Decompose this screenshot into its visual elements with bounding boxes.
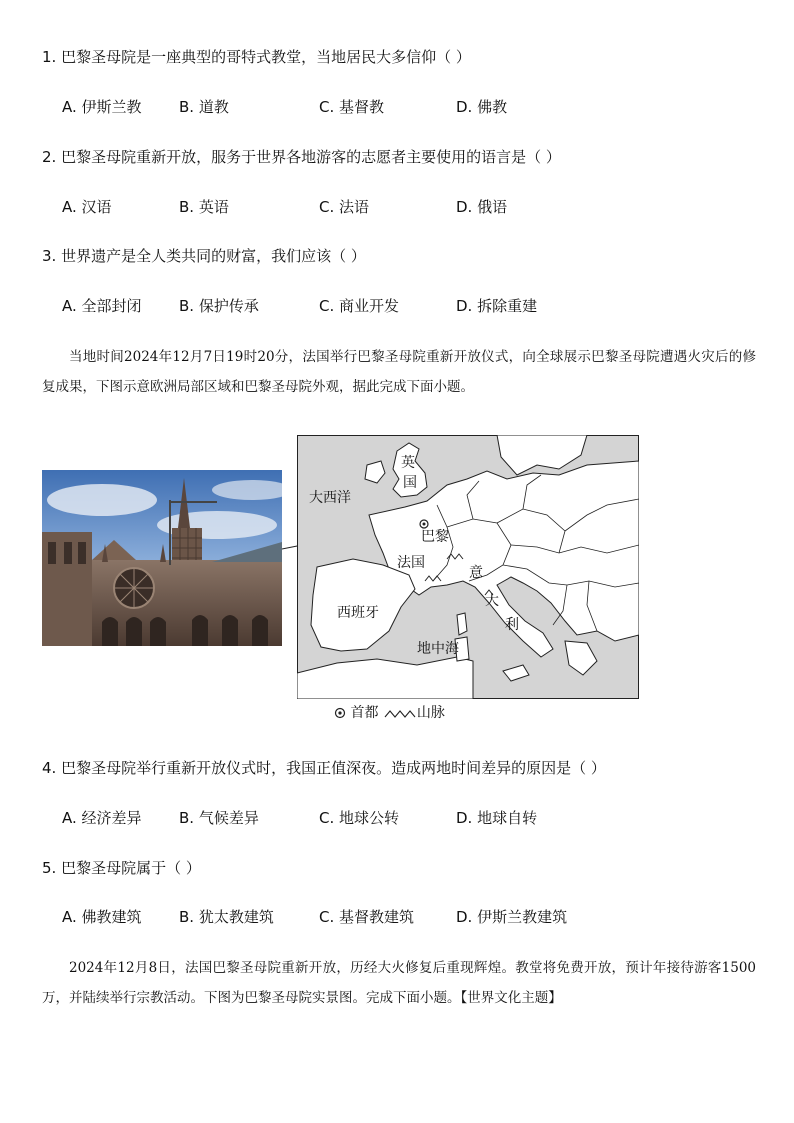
q1-option-d[interactable]: D. 佛教 [456,98,508,116]
label-italy-1: 意 [469,565,483,581]
q1-option-c[interactable]: C. 基督教 [319,98,385,116]
label-atlantic: 大西洋 [309,490,351,506]
question-1-stem: 1. 巴黎圣母院是一座典型的哥特式教堂，当地居民大多信仰（ ） [42,48,471,66]
label-italy-2: 大 [485,593,499,609]
q5-option-b[interactable]: B. 犹太教建筑 [179,908,274,926]
q2-option-a[interactable]: A. 汉语 [62,198,112,216]
q3-option-a[interactable]: A. 全部封闭 [62,297,142,315]
q4-option-b[interactable]: B. 气候差异 [179,809,259,827]
capital-icon [334,707,346,719]
passage-2: 2024年12月8日，法国巴黎圣母院重新开放，历经大火修复后重现辉煌。教堂将免费开放，预计年接待游客1500万，并陆续举行宗教活动。下图为巴黎圣母院实景图。完成下面小题。【世界文化主题】 [42,960,756,1006]
q5-option-a[interactable]: A. 佛教建筑 [62,908,142,926]
label-mediterranean: 地中海 [417,641,459,657]
q5-option-c[interactable]: C. 基督教建筑 [319,908,415,926]
q3-option-c[interactable]: C. 商业开发 [319,297,400,315]
label-uk-1: 英 [401,455,415,471]
label-italy-3: 利 [505,617,519,633]
europe-map [297,435,639,699]
passage-1: 当地时间2024年12月7日19时20分，法国举行巴黎圣母院重新开放仪式，向全球展示巴黎圣母院遭遇火灾后的修复成果，下图示意欧洲局部区域和巴黎圣母院外观，据此完成下面小题。 [42,349,756,395]
label-france: 法国 [397,555,425,571]
q2-option-c[interactable]: C. 法语 [319,198,370,216]
q5-option-d[interactable]: D. 伊斯兰教建筑 [456,908,568,926]
label-uk-2: 国 [403,475,417,491]
map-legend [334,703,445,723]
question-5-stem: 5. 巴黎圣母院属于（ ） [42,859,201,877]
question-5-options [62,907,762,927]
label-paris: 巴黎 [421,529,449,545]
q2-option-d[interactable]: D. 俄语 [456,198,508,216]
question-4-options [62,808,762,828]
legend-mountain-label: 山脉 [416,705,445,721]
q4-option-d[interactable]: D. 地球自转 [456,809,538,827]
label-spain: 西班牙 [337,605,379,621]
q4-option-a[interactable]: A. 经济差异 [62,809,142,827]
mountain-icon [383,707,417,719]
question-2-stem: 2. 巴黎圣母院重新开放，服务于世界各地游客的志愿者主要使用的语言是（ ） [42,148,561,166]
question-3-stem: 3. 世界遗产是全人类共同的财富，我们应该（ ） [42,247,366,265]
question-4-stem: 4. 巴黎圣母院举行重新开放仪式时，我国正值深夜。造成两地时间差异的原因是（ ） [42,759,606,777]
q4-option-c[interactable]: C. 地球公转 [319,809,400,827]
q3-option-d[interactable]: D. 拆除重建 [456,297,538,315]
q1-option-b[interactable]: B. 道教 [179,98,229,116]
q2-option-b[interactable]: B. 英语 [179,198,229,216]
q1-option-a[interactable]: A. 伊斯兰教 [62,98,142,116]
q3-option-b[interactable]: B. 保护传承 [179,297,259,315]
legend-capital-label: 首都 [350,705,379,721]
